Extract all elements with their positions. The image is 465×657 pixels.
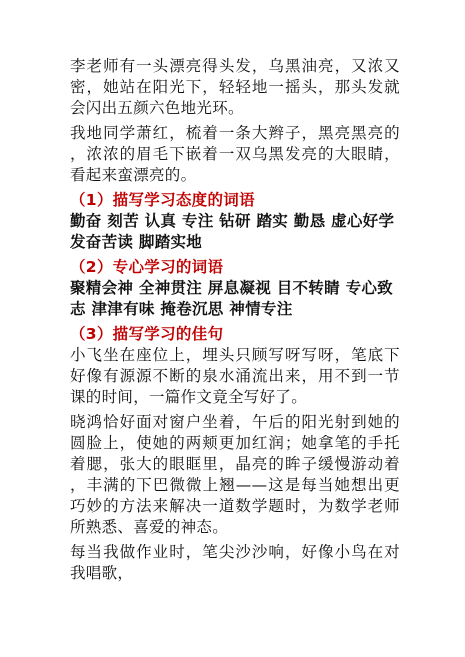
- section-heading-focused-study: （2）专心学习的词语: [70, 258, 224, 276]
- section-heading-study-attitude: （1）描写学习态度的词语: [70, 191, 255, 209]
- word-list-study-attitude: 勤奋 刻苦 认真 专注 钻研 踏实 勤恳 虚心好学 发奋苦读 脚踏实地: [70, 212, 395, 251]
- paragraph-classmate-xiaohong: 我地同学萧红，梳着一条大辫子，黑亮黑亮的，浓浓的眉毛下嵌着一双乌黑发亮的大眼睛，看起来蛮漂亮的。: [70, 124, 400, 184]
- document-page: [70, 56, 400, 584]
- section-heading-study-sentences: （3）描写学习的佳句: [70, 325, 224, 343]
- word-list-focused-study: 聚精会神 全神贯注 屏息凝视 目不转睛 专心致志 津津有味 掩卷沉思 神情专注: [70, 279, 393, 318]
- paragraph-homework: 每当我做作业时，笔尖沙沙响，好像小鸟在对我唱歌，: [70, 543, 400, 582]
- paragraph-xiaofei: 小飞坐在座位上，埋头只顾写呀写呀，笔底下好像有源源不断的泉水涌流出来，用不到一节课的时间，一篇作文竟全写好了。: [70, 346, 400, 406]
- paragraph-xiaohong-window: 晓鸿恰好面对窗户坐着，午后的阳光射到她的圆脸上，使她的两颊更加红润；她拿笔的手托着腮，张大的眼眶里，晶亮的眸子缓慢游动着，丰满的下巴微微上翘——这是每当她想出更巧妙的方法来解决一道数学题时，为数学老师所熟悉、喜爱的神态。: [70, 413, 400, 536]
- paragraph-teacher-hair: 李老师有一头漂亮得头发，乌黑油亮，又浓又密，她站在阳光下，轻轻地一摇头，那头发就会闪出五颜六色地光环。: [70, 57, 400, 117]
